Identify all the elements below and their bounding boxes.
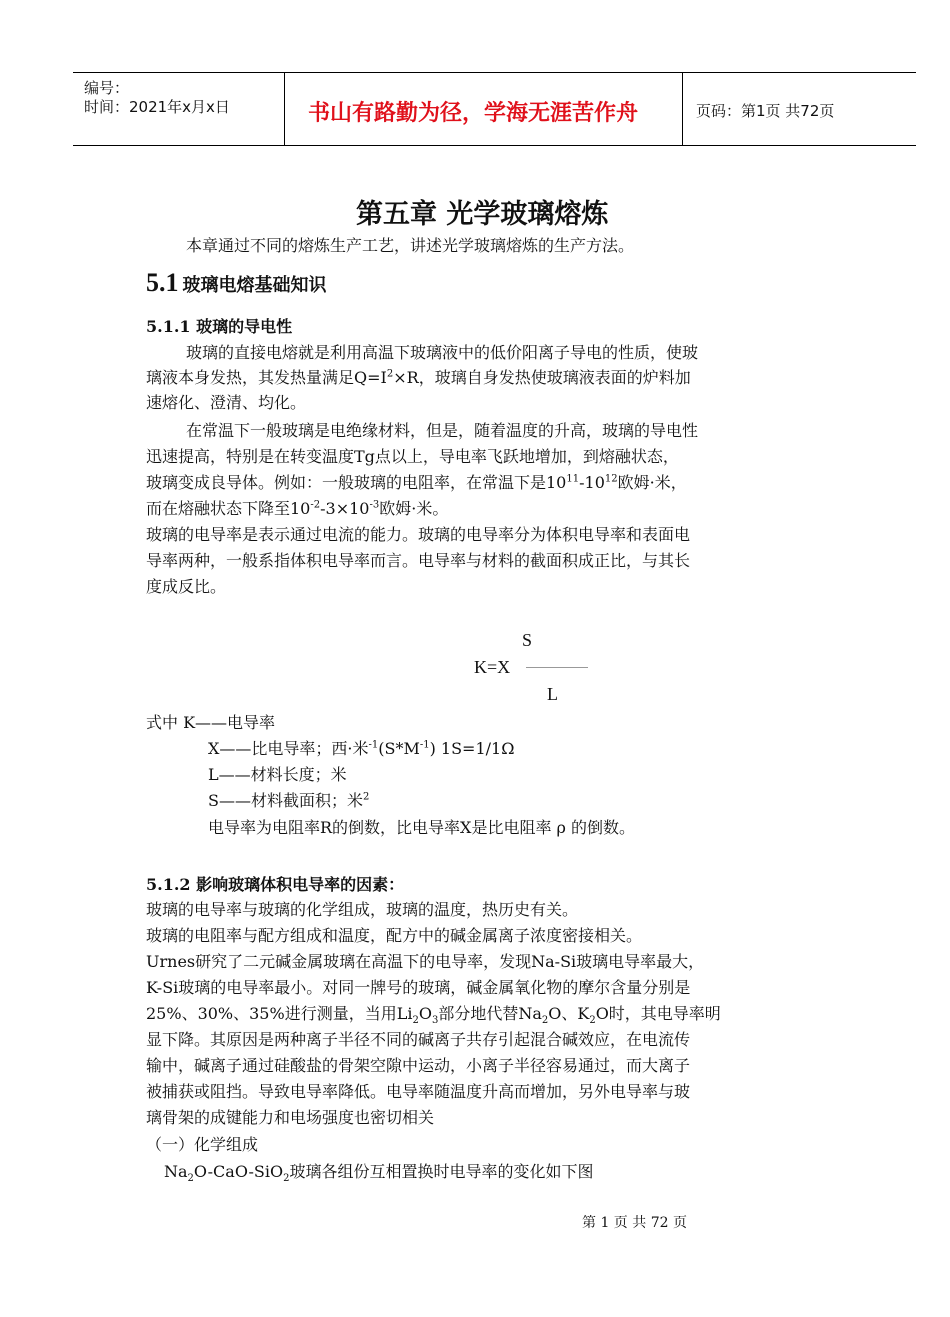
sub2-line6: 显下降。其原因是两种离子半径不同的碱离子共存引起混合碱效应，在电流传 (146, 1030, 691, 1049)
header-motto: 书山有路勤为径，学海无涯苦作舟 (308, 101, 639, 126)
legend-x: X——比电导率；西·米$^{-1}(S*M^{-1})$ 1S=1/1Ω (208, 739, 515, 758)
header-divider-right (682, 72, 683, 146)
formula-denominator: L (547, 684, 558, 704)
subsection-2-title: 5.1.2 影响玻璃体积电导率的因素： (146, 875, 405, 894)
legend-s: S——材料截面积；米$^2$ (208, 791, 370, 810)
sub2-line8: 被捕获或阻挡。导致电导率降低。电导率随温度升高而增加，另外电导率与玻 (146, 1082, 691, 1101)
chapter-intro: 本章通过不同的熔炼生产工艺，讲述光学玻璃熔炼的生产方法。 (186, 236, 635, 255)
header-page-info: 页码：第1页 共72页 (696, 102, 835, 120)
legend-l: L——材料长度；米 (208, 765, 347, 784)
para1-line2: 璃液本身发热，其发热量满足$Q=I^2\times R$，玻璃自身发热使玻璃液表面的炉料加 (146, 368, 691, 387)
sub2-line5: 25%、30%、35%进行测量，当用$Li_2O_3$部分地代替$Na_2O$、$K_2O$时，其电导率明 (146, 1004, 721, 1027)
sub2-line11: $Na_2O-CaO-SiO_2$玻璃各组份互相置换时电导率的变化如下图 (164, 1162, 594, 1185)
sub2-line2: 玻璃的电阻率与配方组成和温度，配方中的碱金属离子浓度密接相关。 (146, 926, 643, 945)
sub2-line7: 输中，碱离子通过硅酸盐的骨架空隙中运动，小离子半径容易通过，而大离子 (146, 1056, 691, 1075)
para2-line3: 玻璃变成良导体。例如：一般玻璃的电阻率，在常温下是$10^{11}-10^{12}$欧姆·米， (146, 473, 687, 492)
subsection-1-title: 5.1.1 玻璃的导电性 (146, 317, 293, 336)
sub2-line9: 璃骨架的成键能力和电场强度也密切相关 (146, 1108, 435, 1127)
section-number: 5.1 (146, 268, 179, 297)
para1-line1: 玻璃的直接电熔就是利用高温下玻璃液中的低价阳离子导电的性质，使玻 (186, 343, 699, 362)
section-title: 玻璃电熔基础知识 (182, 275, 327, 296)
sub2-line1: 玻璃的电导率与玻璃的化学组成，玻璃的温度，热历史有关。 (146, 900, 579, 919)
para3-line1: 玻璃的电导率是表示通过电流的能力。玻璃的电导率分为体积电导率和表面电 (146, 525, 691, 544)
header-time-label: 时间：2021年x月x日 (84, 98, 230, 116)
para3-line3: 度成反比。 (146, 577, 227, 596)
formula-numerator: S (522, 630, 533, 650)
page-footer: 第 1 页 共 72 页 (582, 1215, 687, 1231)
legend-note: 电导率为电阻率R的倒数，比电导率X是比电阻率 ρ 的倒数。 (208, 818, 636, 837)
header-divider-left (284, 72, 285, 146)
section-heading (146, 268, 327, 298)
formula-fraction-bar (526, 667, 588, 668)
chapter-title: 第五章 光学玻璃熔炼 (356, 199, 609, 230)
legend-k: 式中 K——电导率 (146, 713, 276, 732)
para3-line2: 导率两种，一般系指体积电导率而言。电导率与材料的截面积成正比，与其长 (146, 551, 691, 570)
para2-line4: 而在熔融状态下降至$10^{-2}-3\times 10^{-3}$欧姆·米。 (146, 499, 449, 518)
para2-line2: 迅速提高，特别是在转变温度Tg点以上，导电率飞跃地增加，到熔融状态， (146, 447, 679, 466)
sub2-line10: （一）化学组成 (146, 1135, 259, 1154)
para2-line1: 在常温下一般玻璃是电绝缘材料，但是，随着温度的升高，玻璃的导电性 (186, 421, 699, 440)
para1-line3: 速熔化、澄清、均化。 (146, 393, 307, 412)
sub2-line3: Urnes研究了二元碱金属玻璃在高温下的电导率，发现Na-Si玻璃电导率最大， (146, 952, 705, 971)
header-code-label: 编号： (84, 79, 130, 97)
formula-lhs: K=X (474, 657, 511, 677)
sub2-line4: K-Si玻璃的电导率最小。对同一牌号的玻璃，碱金属氧化物的摩尔含量分别是 (146, 978, 691, 997)
header-top-rule (73, 72, 916, 73)
header-bottom-rule (73, 145, 916, 146)
